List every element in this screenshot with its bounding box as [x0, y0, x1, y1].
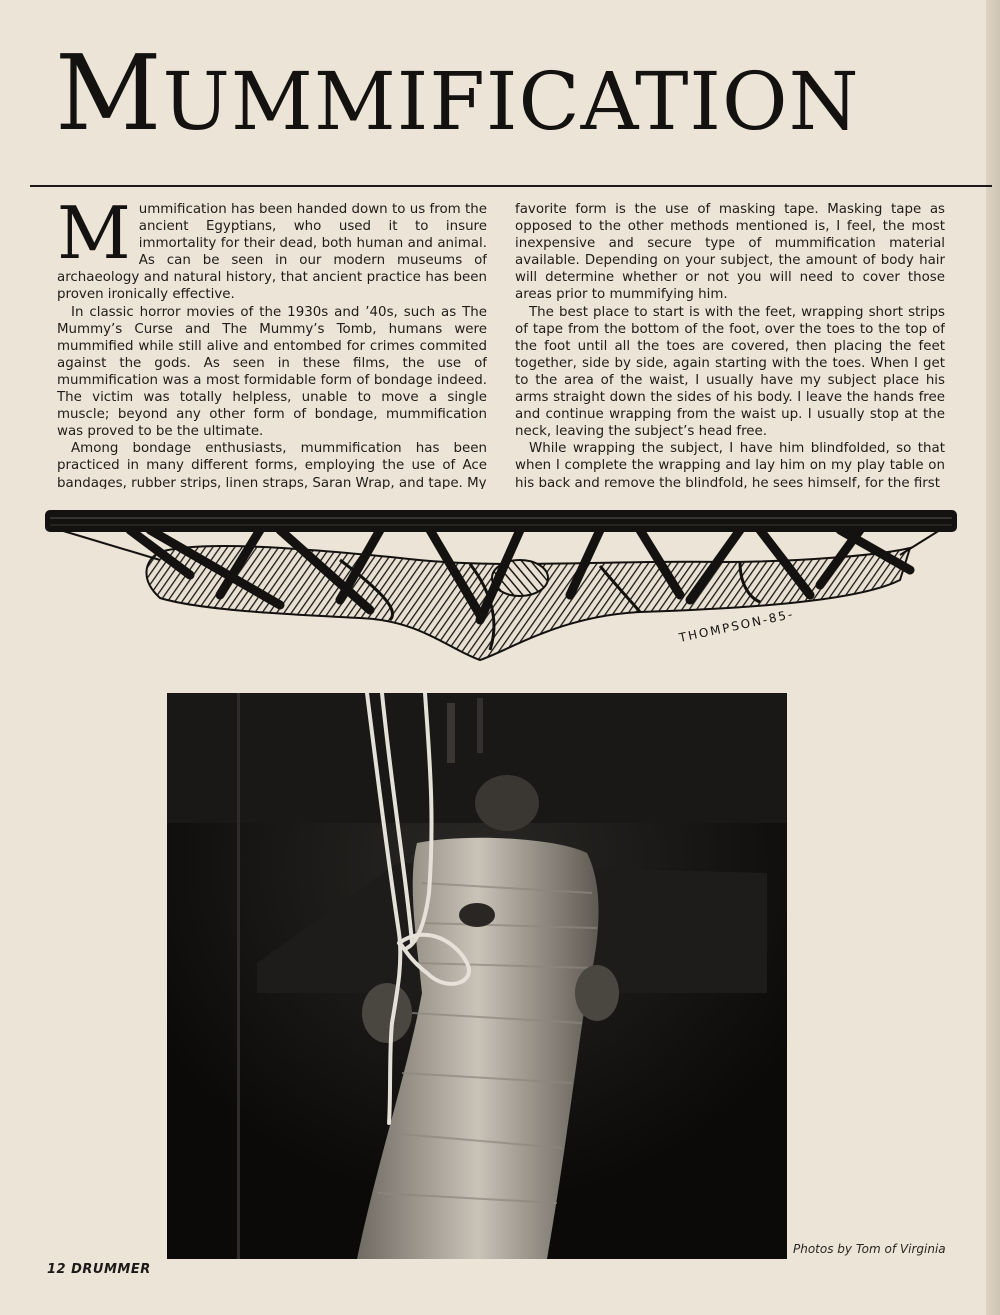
title-first-letter: M — [55, 32, 163, 154]
title-rest: UMMIFICATION — [162, 55, 860, 148]
paragraph: While wrapping the subject, I have him blindfolded, so that when I complete the wrapping and lay him on my play table on his back and remove the blindfold, he sees himself, for the first — [515, 441, 945, 489]
article-column-left — [57, 201, 487, 489]
article-title — [55, 32, 945, 157]
mummy-hammock-illustration — [40, 500, 960, 670]
page-edge-shadow — [986, 0, 1000, 1315]
paragraph: Among bondage enthusiasts, mummification has been practiced in many different forms, employing the use of Ace bandages, rubber strips, linen straps, Saran Wrap, and tape. My — [57, 441, 487, 489]
photograph — [167, 693, 787, 1259]
dropcap: M — [57, 201, 131, 275]
paragraph: In classic horror movies of the 1930s and ’40s, such as The Mummy’s Curse and The Mummy’s Tomb, humans were mummified while still alive and entombed for crimes commited against the gods. As seen in these films, the use of mummification was a most formidable form of bondage indeed. The victim was totally helpless, unable to move a single muscle; beyond any other form of bondage, mummification was proved to be the ultimate. — [57, 304, 487, 440]
paragraph: ummification has been handed down to us from the ancient Egyptians, who used it to insure immortality for their dead, both human and animal. As can be seen in our modern museums of archaeology and natural history, that ancient practice has been proven ironically effective. — [57, 202, 487, 303]
photo-credit: Photos by Tom of Virginia — [793, 1242, 946, 1256]
paragraph: favorite form is the use of masking tape. Masking tape as opposed to the other methods mentioned is, I feel, the most inexpensive and secure type of mummification material available. Depending on your subject, the amount of body hair will determine whether or not you will need to cover those areas prior to mummifying him. — [515, 202, 945, 303]
article-column-right — [515, 201, 945, 489]
paragraph: The best place to start is with the feet, wrapping short strips of tape from the bottom of the foot, over the toes to the top of the foot until all the toes are covered, then placing the feet together, side by side, again starting with the toes. When I get to the area of the waist, I usually have my subject place his arms straight down the sides of his body. I leave the hands free and continue wrapping from the waist up. I usually stop at the neck, leaving the subject’s head free. — [515, 304, 945, 440]
page-folio: 12 DRUMMER — [47, 1262, 151, 1277]
artist-signature: THOMPSON-85- — [677, 606, 796, 645]
title-rule — [30, 185, 992, 187]
pole — [45, 510, 957, 532]
